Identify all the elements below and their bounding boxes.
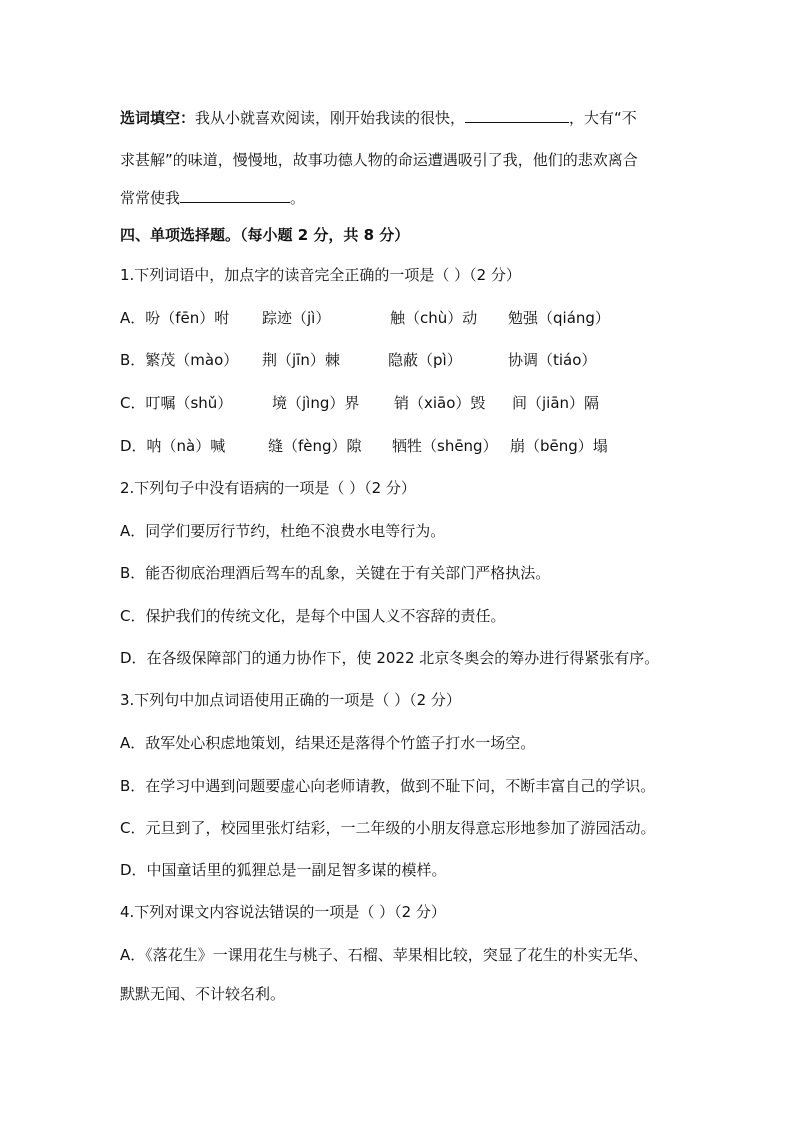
fill-line-2 — [120, 150, 638, 170]
q1-option-a[interactable] — [120, 308, 720, 328]
q1-d-word-4: 崩（bēng）塌 — [510, 437, 608, 455]
q1-b-word-2: 荆（jīn）棘 — [262, 351, 340, 369]
q3-option-d[interactable]: D．中国童话里的狐狸总是一副足智多谋的模样。 — [120, 861, 447, 879]
q4-option-a-line-2[interactable]: 默默无闻、不计较名利。 — [120, 985, 286, 1003]
q1-d-word-3: 牺牲（shēng） — [392, 437, 498, 455]
q1-stem: 1.下列词语中，加点字的读音完全正确的一项是（ ）（2 分） — [120, 266, 521, 284]
q4-option-a-line-1[interactable]: A．《落花生》一课用花生与桃子、石榴、苹果相比较，突显了花生的朴实无华、 — [120, 946, 648, 964]
answer-blank-1[interactable] — [465, 108, 569, 123]
q1-b-word-4: 协调（tiáo） — [508, 351, 597, 369]
q1-a-word-2: 踪迹（jì） — [262, 309, 331, 327]
q2-option-d[interactable]: D．在各级保障部门的通力协作下，使 2022 北京冬奥会的筹办进行得紧张有序。 — [120, 649, 660, 667]
q2-option-c[interactable]: C．保护我们的传统文化，是每个中国人义不容辞的责任。 — [120, 607, 506, 625]
q3-option-c[interactable]: C．元旦到了，校园里张灯结彩，一二年级的小朋友得意忘形地参加了游园活动。 — [120, 819, 656, 837]
q2-stem: 2.下列句子中没有语病的一项是（ ）（2 分） — [120, 479, 416, 497]
q1-b-word-1: B．繁茂（mào） — [120, 351, 239, 369]
fill-text-2: 求甚解”的味道，慢慢地，故事功德人物的命运遭遇吸引了我，他们的悲欢离合 — [120, 151, 638, 169]
q3-option-b[interactable]: B．在学习中遇到问题要虚心向老师请教，做到不耻下问，不断丰富自己的学识。 — [120, 777, 656, 795]
q1-option-c[interactable] — [120, 393, 720, 413]
q1-a-word-1: A．吩（fēn）咐 — [120, 309, 230, 327]
q3-stem: 3.下列句中加点词语使用正确的一项是（ ）（2 分） — [120, 691, 461, 709]
q1-c-word-2: 境（jìng）界 — [272, 394, 360, 412]
answer-blank-2[interactable] — [180, 188, 290, 203]
fill-line-1 — [120, 108, 637, 128]
q2-option-a[interactable]: A．同学们要厉行节约，杜绝不浪费水电等行为。 — [120, 522, 446, 540]
q1-c-word-4: 间（jiān）隔 — [512, 394, 600, 412]
q1-option-b[interactable] — [120, 350, 720, 370]
fill-text-1a: 我从小就喜欢阅读，刚开始我读的很快， — [195, 109, 466, 127]
q1-a-word-3: 触（chù）动 — [390, 309, 478, 327]
q1-d-word-1: D．呐（nà）喊 — [120, 437, 226, 455]
q1-d-word-2: 缝（fèng）隙 — [268, 437, 362, 455]
fill-text-1b: ，大有“不 — [569, 109, 637, 127]
q1-option-d[interactable] — [120, 436, 720, 456]
q2-option-b[interactable]: B．能否彻底治理酒后驾车的乱象，关键在于有关部门严格执法。 — [120, 564, 551, 582]
q1-a-word-4: 勉强（qiáng） — [508, 309, 610, 327]
fill-label: 选词填空： — [120, 109, 196, 127]
q1-c-word-1: C．叮嘱（shǔ） — [120, 394, 233, 412]
fill-text-3a: 常常使我 — [120, 189, 181, 207]
section-title: 四、单项选择题。（每小题 2 分，共 8 分） — [120, 226, 410, 244]
q4-stem: 4.下列对课文内容说法错误的一项是（ ）（2 分） — [120, 903, 446, 921]
fill-line-3 — [120, 188, 305, 208]
fill-text-3b: 。 — [290, 189, 306, 207]
q1-c-word-3: 销（xiāo）毁 — [394, 394, 486, 412]
q1-b-word-3: 隐蔽（pì） — [388, 351, 462, 369]
q3-option-a[interactable]: A．敌军处心积虑地策划，结果还是落得个竹篮子打水一场空。 — [120, 734, 536, 752]
